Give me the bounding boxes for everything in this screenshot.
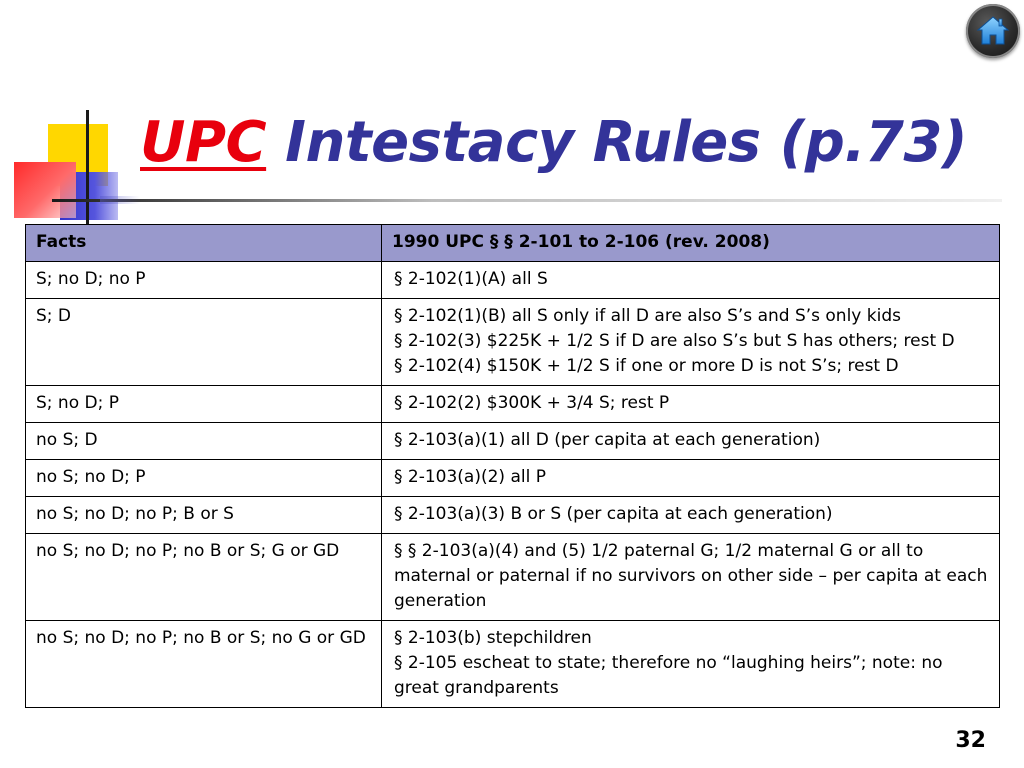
table-row bbox=[26, 262, 1000, 299]
page-number: 32 bbox=[955, 728, 986, 753]
table-row bbox=[26, 497, 1000, 534]
table-header-row bbox=[26, 225, 1000, 262]
rule-line: § 2-103(b) stepchildren bbox=[394, 628, 592, 648]
facts-cell: S; D bbox=[26, 299, 382, 386]
rule-line: § 2-103(a)(3) B or S (per capita at each generation) bbox=[394, 504, 833, 524]
decorative-red-square bbox=[14, 162, 76, 218]
rule-line: § 2-103(a)(1) all D (per capita at each generation) bbox=[394, 430, 821, 450]
rule-line: § 2-105 escheat to state; therefore no “laughing heirs”; note: no great grandparents bbox=[394, 653, 943, 698]
rule-cell bbox=[382, 534, 1000, 621]
home-icon bbox=[975, 13, 1011, 49]
decorative-fade-bar bbox=[100, 196, 140, 204]
rule-cell bbox=[382, 262, 1000, 299]
decorative-horizontal-line bbox=[52, 199, 1002, 202]
intestacy-rules-table bbox=[25, 224, 1000, 708]
rule-cell bbox=[382, 621, 1000, 708]
rule-line: § 2-102(2) $300K + 3/4 S; rest P bbox=[394, 393, 670, 413]
rule-line: § § 2-103(a)(4) and (5) 1/2 paternal G; 1/2 maternal G or all to maternal or paternal if no survivors on other side – per capita at each generation bbox=[394, 541, 988, 611]
facts-cell: no S; no D; P bbox=[26, 460, 382, 497]
table-row bbox=[26, 423, 1000, 460]
facts-cell: no S; no D; no P; no B or S; no G or GD bbox=[26, 621, 382, 708]
facts-cell: no S; no D; no P; no B or S; G or GD bbox=[26, 534, 382, 621]
rule-cell bbox=[382, 299, 1000, 386]
facts-cell: S; no D; P bbox=[26, 386, 382, 423]
table-body bbox=[26, 262, 1000, 708]
column-header-upc: 1990 UPC § § 2-101 to 2-106 (rev. 2008) bbox=[382, 225, 1000, 262]
rules-table-container bbox=[25, 224, 999, 708]
rule-cell bbox=[382, 386, 1000, 423]
rule-line: § 2-102(4) $150K + 1/2 S if one or more D is not S’s; rest D bbox=[394, 356, 899, 376]
home-button[interactable] bbox=[966, 4, 1020, 58]
rule-cell bbox=[382, 423, 1000, 460]
facts-cell: S; no D; no P bbox=[26, 262, 382, 299]
rule-cell bbox=[382, 460, 1000, 497]
table-row bbox=[26, 534, 1000, 621]
facts-cell: no S; D bbox=[26, 423, 382, 460]
rule-line: § 2-102(1)(B) all S only if all D are also S’s and S’s only kids bbox=[394, 306, 901, 326]
column-header-facts: Facts bbox=[26, 225, 382, 262]
rule-line: § 2-103(a)(2) all P bbox=[394, 467, 546, 487]
decorative-vertical-line bbox=[86, 110, 89, 228]
rule-cell bbox=[382, 497, 1000, 534]
title-accent: UPC bbox=[140, 110, 267, 175]
rule-line: § 2-102(3) $225K + 1/2 S if D are also S’s but S has others; rest D bbox=[394, 331, 955, 351]
table-row bbox=[26, 299, 1000, 386]
rule-line: § 2-102(1)(A) all S bbox=[394, 269, 548, 289]
title-text: Intestacy Rules (p.73) bbox=[285, 110, 968, 175]
page-title bbox=[140, 108, 967, 178]
table-row bbox=[26, 386, 1000, 423]
table-row bbox=[26, 621, 1000, 708]
facts-cell: no S; no D; no P; B or S bbox=[26, 497, 382, 534]
table-row bbox=[26, 460, 1000, 497]
